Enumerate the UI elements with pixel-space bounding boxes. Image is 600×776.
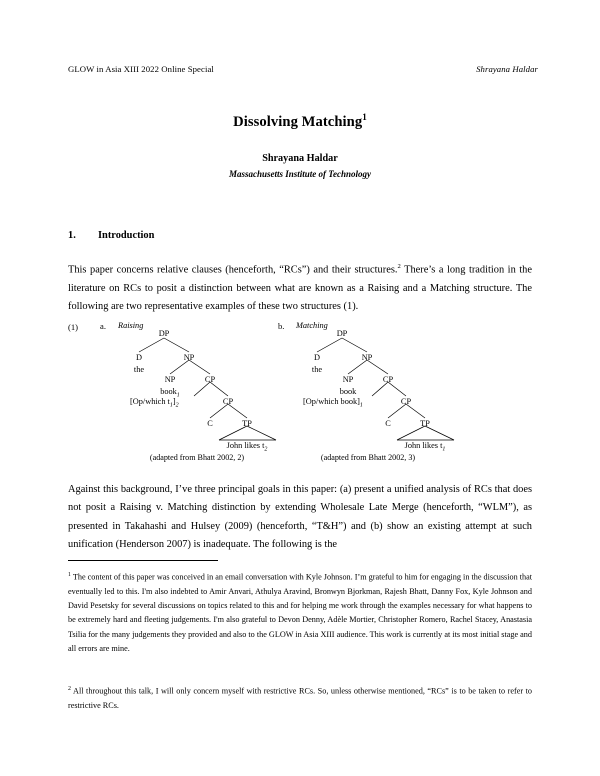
node-d-word-raising: the bbox=[133, 365, 145, 374]
operator-index2-raising: 2 bbox=[175, 402, 179, 409]
operator-bracket-raising: ] bbox=[172, 397, 176, 406]
node-np-word-matching: book bbox=[339, 387, 357, 396]
tree-letter-b: b. bbox=[278, 321, 285, 331]
tp-text-index-matching: 1 bbox=[442, 446, 446, 453]
node-tp-text-raising bbox=[227, 441, 268, 453]
page-title-text: Dissolving Matching bbox=[233, 113, 363, 130]
footnote-1-text: The content of this paper was conceived in an email conversation with Kyle Johnson. I’m grateful to him for engaging in the discussion that eventually led to this. I'm also indebted to Amir Anvari, Athulya Aravind, Bronwyn Bjorkman, Rajesh Bhatt, Danny Fox, Kyle Johnson and David Pesetsky for several discussions on topics related to this and for helping me work through the examples necessary for what happens to be extremely hard and fleeting judgements. I'm also grateful to Devon Denny, Adèle Mortier, Christopher Romero, Rachel Stacey, Anastasia Tsilia for the many judgements they provided and also to the GLOW in Asia XIII audience. This work is currently at its most initial stage and all errors are mine. bbox=[68, 572, 532, 653]
node-cp-upper-matching: CP bbox=[382, 375, 394, 384]
intro-text-part2: There’s a long tradition in the literature on RCs to posit a distinction between what are known as a Raising and a Matching structure. The following are two representative examples of these two structures (1). bbox=[68, 264, 532, 313]
tp-text-raising: John likes t bbox=[226, 441, 265, 450]
tree-source-matching: (adapted from Bhatt 2002, 3) bbox=[320, 453, 416, 462]
operator-index1-matching: 1 bbox=[359, 402, 363, 409]
footnote-1 bbox=[68, 568, 532, 656]
node-operator-raising bbox=[130, 397, 179, 409]
syntax-tree-matching bbox=[278, 322, 488, 468]
paragraph-goals: Against this background, I’ve three principal goals in this paper: (a) present a unified analysis of RCs that does not posit a Raising v. Matching distinction by extending Wholesale Late Merge (henceforth, “WLM”), as presented in Takahashi and Hulsey (2009) (henceforth, “T&H”) and (b) show an existing attempt at such unification (Henderson 2007) is inadequate. The following is the bbox=[68, 484, 532, 551]
footnote-2-text: All throughout this talk, I will only concern myself with restrictive RCs. So, unless otherwise mentioned, “RCs” is to be taken to refer to restrictive RCs. bbox=[68, 686, 532, 710]
node-c-raising: C bbox=[207, 419, 213, 428]
tree-letter-a: a. bbox=[100, 321, 106, 331]
operator-text-matching: [Op/which book] bbox=[303, 397, 360, 406]
node-d-matching: D bbox=[314, 353, 320, 362]
node-c-matching: C bbox=[385, 419, 391, 428]
intro-footnote-marker: 2 bbox=[397, 263, 401, 270]
tree-caption-raising: Raising bbox=[118, 321, 144, 330]
node-tp-matching: TP bbox=[420, 419, 430, 428]
node-dp-raising: DP bbox=[158, 329, 170, 338]
title-footnote-marker: 1 bbox=[362, 112, 367, 122]
tree-caption-matching: Matching bbox=[296, 321, 328, 330]
operator-text-raising: [Op/which t bbox=[130, 397, 170, 406]
node-operator-matching bbox=[303, 397, 363, 409]
tree-source-raising: (adapted from Bhatt 2002, 2) bbox=[149, 453, 245, 462]
footnote-1-marker: 1 bbox=[68, 572, 71, 578]
footnote-separator bbox=[68, 560, 218, 561]
node-np-word-raising: book$_1$ bbox=[160, 387, 180, 399]
operator-index1-raising: 1 bbox=[169, 402, 173, 409]
node-np-inner-matching: NP bbox=[342, 375, 354, 384]
node-d-word-matching: the bbox=[311, 365, 323, 374]
section-heading bbox=[68, 230, 154, 241]
author-name: Shrayana Haldar bbox=[262, 153, 338, 164]
node-np-inner-raising: NP bbox=[164, 375, 176, 384]
intro-text-part1: This paper concerns relative clauses (henceforth, “RCs”) and their structures. bbox=[68, 264, 398, 276]
node-d-raising: D bbox=[136, 353, 142, 362]
footnote-2-marker: 2 bbox=[68, 686, 71, 692]
running-header-left: GLOW in Asia XIII 2022 Online Special bbox=[68, 64, 214, 74]
tp-text-matching: John likes t bbox=[404, 441, 443, 450]
footnote-2 bbox=[68, 682, 532, 713]
node-cp-lower-matching: CP bbox=[400, 397, 412, 406]
node-cp-upper-raising: CP bbox=[204, 375, 216, 384]
node-tp-text-matching bbox=[405, 441, 446, 453]
running-header bbox=[68, 64, 538, 74]
tp-text-index-raising: 2 bbox=[264, 446, 268, 453]
node-dp-matching: DP bbox=[336, 329, 348, 338]
node-cp-lower-raising: CP bbox=[222, 397, 234, 406]
paragraph-introduction bbox=[68, 258, 532, 317]
section-number: 1. bbox=[68, 230, 76, 241]
running-header-right: Shrayana Haldar bbox=[476, 64, 538, 74]
section-title: Introduction bbox=[98, 230, 155, 241]
example-block-1 bbox=[68, 322, 532, 468]
author-affiliation: Massachusetts Institute of Technology bbox=[229, 169, 371, 179]
np-word-index-raising: 1 bbox=[176, 392, 180, 399]
node-tp-raising: TP bbox=[242, 419, 252, 428]
example-number: (1) bbox=[68, 322, 79, 332]
tree-lines-matching bbox=[278, 322, 488, 468]
node-np-top-matching: NP bbox=[361, 353, 373, 362]
node-np-top-raising: NP bbox=[183, 353, 195, 362]
page-title bbox=[0, 112, 600, 131]
